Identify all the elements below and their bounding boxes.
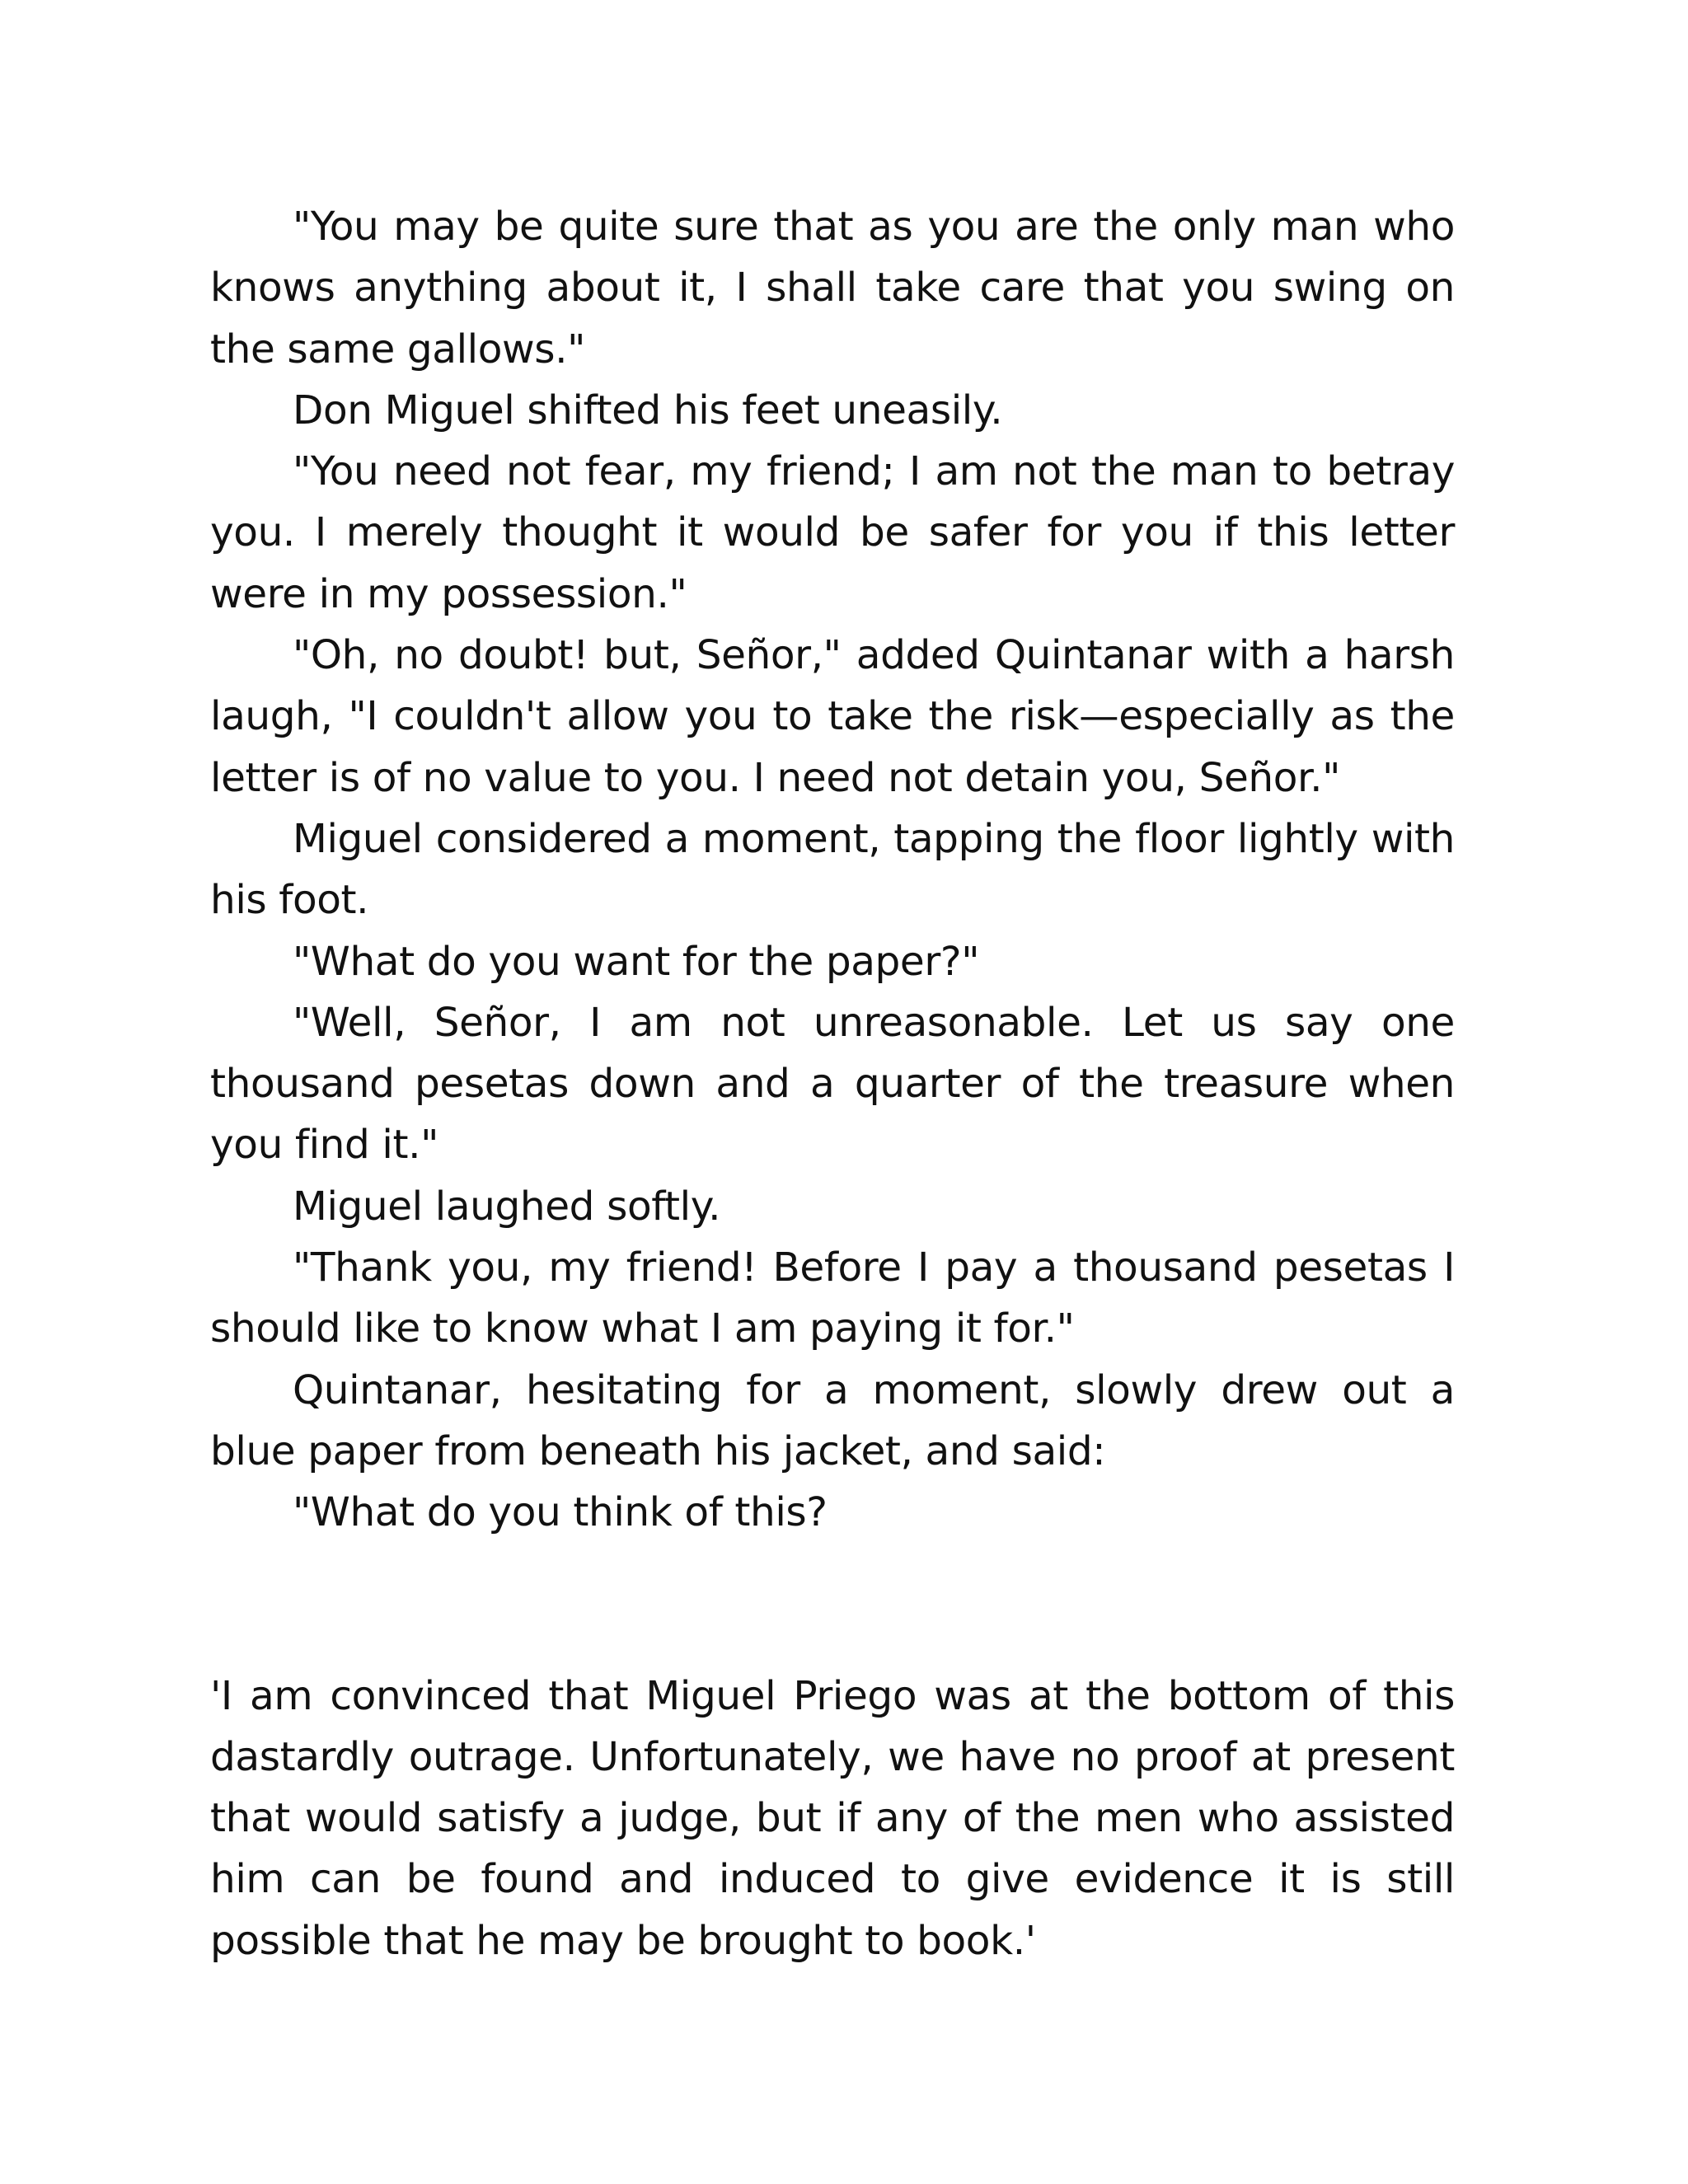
paragraph: "Oh, no doubt! but, Señor," added Quintanar with a harsh laugh, "I couldn't allow you to take the risk—especially as the letter is of no value to you. I need not detain you, Señor.": [210, 632, 1455, 801]
paragraph: "What do you want for the paper?": [293, 938, 980, 985]
paragraph: Quintanar, hesitating for a moment, slowly drew out a blue paper from beneath his jacket, and said:: [210, 1366, 1455, 1474]
paragraph: "You need not fear, my friend; I am not the man to betray you. I merely thought it would be safer for you if this letter were in my possession.": [210, 448, 1455, 617]
paragraph: "What do you think of this?: [293, 1489, 828, 1536]
quoted-letter: 'I am convinced that Miguel Priego was at the bottom of this dastardly outrage. Unfortunately, we have no proof at present that would satisfy a judge, but if any of the men who assisted him can be found and induced to give evidence it is still possible that he may be brought to book.': [210, 1672, 1455, 1964]
paragraph: "You may be quite sure that as you are the only man who knows anything about it, I shall take care that you swing on the same gallows.": [210, 204, 1455, 373]
paragraph: Miguel considered a moment, tapping the floor lightly with his foot.: [210, 815, 1455, 924]
paragraph: "Thank you, my friend! Before I pay a thousand pesetas I should like to know what I am paying it for.": [210, 1244, 1455, 1352]
paragraph: Miguel laughed softly.: [293, 1183, 721, 1230]
page-body: [210, 196, 1455, 1971]
paragraph: Don Miguel shifted his feet uneasily.: [293, 387, 1003, 434]
paragraph: "Well, Señor, I am not unreasonable. Let us say one thousand pesetas down and a quarter of the treasure when you find it.": [210, 999, 1455, 1169]
section-gap: [210, 1544, 1455, 1666]
